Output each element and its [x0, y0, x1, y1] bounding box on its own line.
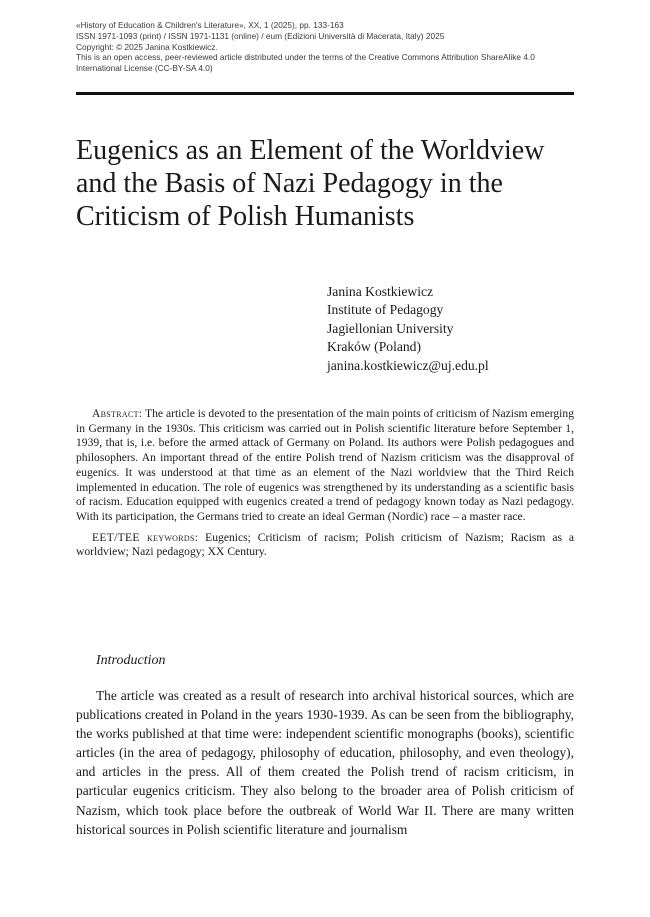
abstract-text: The article is devoted to the presentation of the main points of criticism of Nazism emerging in Germany in the 1930s. This criticism was carried out in Polish scientific literature before September 1, 1939, that is, i.e. before the armed attack of Germany on Poland. Its authors were Polish pedagogues and philosophers. An important thread of the entire Polish trend of Nazism criticism was the disapproval of eugenics. It was understood at that time as an element of the Nazi worldview that the Third Reich implemented in education. The role of eugenics was strengthened by its understanding as a scientific basis of racism. Education equipped with eugenics created a trend of pedagogy known today as Nazi pedagogy. With its participation, the Germans tried to create an ideal German (Nordic) race – a master race. — [76, 407, 574, 523]
journal-masthead — [76, 20, 574, 74]
keywords-paragraph — [76, 531, 574, 560]
masthead-license-line: This is an open access, peer-reviewed article distributed under the terms of the Creative Commons Attribution ShareAlike 4.0 — [76, 52, 535, 63]
section-heading-introduction: Introduction — [96, 653, 166, 668]
author-block — [327, 283, 489, 375]
keywords-text: Eugenics; Criticism of racism; Polish criticism of Nazism; Racism as a worldview; Nazi pedagogy; XX Century. — [76, 530, 575, 559]
author-institute: Institute of Pedagogy — [327, 302, 444, 318]
abstract-paragraph — [76, 407, 574, 525]
author-email[interactable]: janina.kostkiewicz@uj.edu.pl — [327, 357, 489, 373]
keywords-label: EET/TEE keywords: — [92, 530, 199, 544]
article-title: Eugenics as an Element of the Worldview and the Basis of Nazi Pedagogy in the Criticism of Polish Humanists — [76, 135, 545, 232]
introduction-paragraph: The article was created as a result of research into archival historical sources, which are publications created in Poland in the years 1930-1939. As can be seen from the bibliography, the works published at that time were: independent scientific monographs (books), scientific articles (in the area of pedagogy, philosophy of education, philosophy, and even theology), and articles in the press. All of them created the Polish trend of racism criticism, in particular eugenics criticism. They also belong to the broader area of Polish criticism of Nazism, which took place before the outbreak of World War II. There are many written historical sources in Polish scientific literature and journalism — [76, 688, 574, 837]
abstract-label: Abstract: — [92, 407, 143, 420]
author-location: Kraków (Poland) — [327, 339, 422, 355]
author-name: Janina Kostkiewicz — [327, 284, 434, 299]
masthead-issn-line: ISSN 1971-1093 (print) / ISSN 1971-1131 (online) / eum (Edizioni Università di Macerata, Italy) 2025 — [76, 30, 445, 41]
masthead-copyright-line: Copyright: © 2025 Janina Kostkiewicz. — [76, 41, 218, 52]
header-rule — [76, 92, 574, 95]
masthead-journal-line: «History of Education & Children's Literature», XX, 1 (2025), pp. 133-163 — [76, 20, 344, 30]
author-university: Jagiellonian University — [327, 320, 454, 336]
abstract-block — [76, 407, 574, 560]
masthead-license-line-2: International License (CC-BY-SA 4.0) — [76, 63, 213, 74]
